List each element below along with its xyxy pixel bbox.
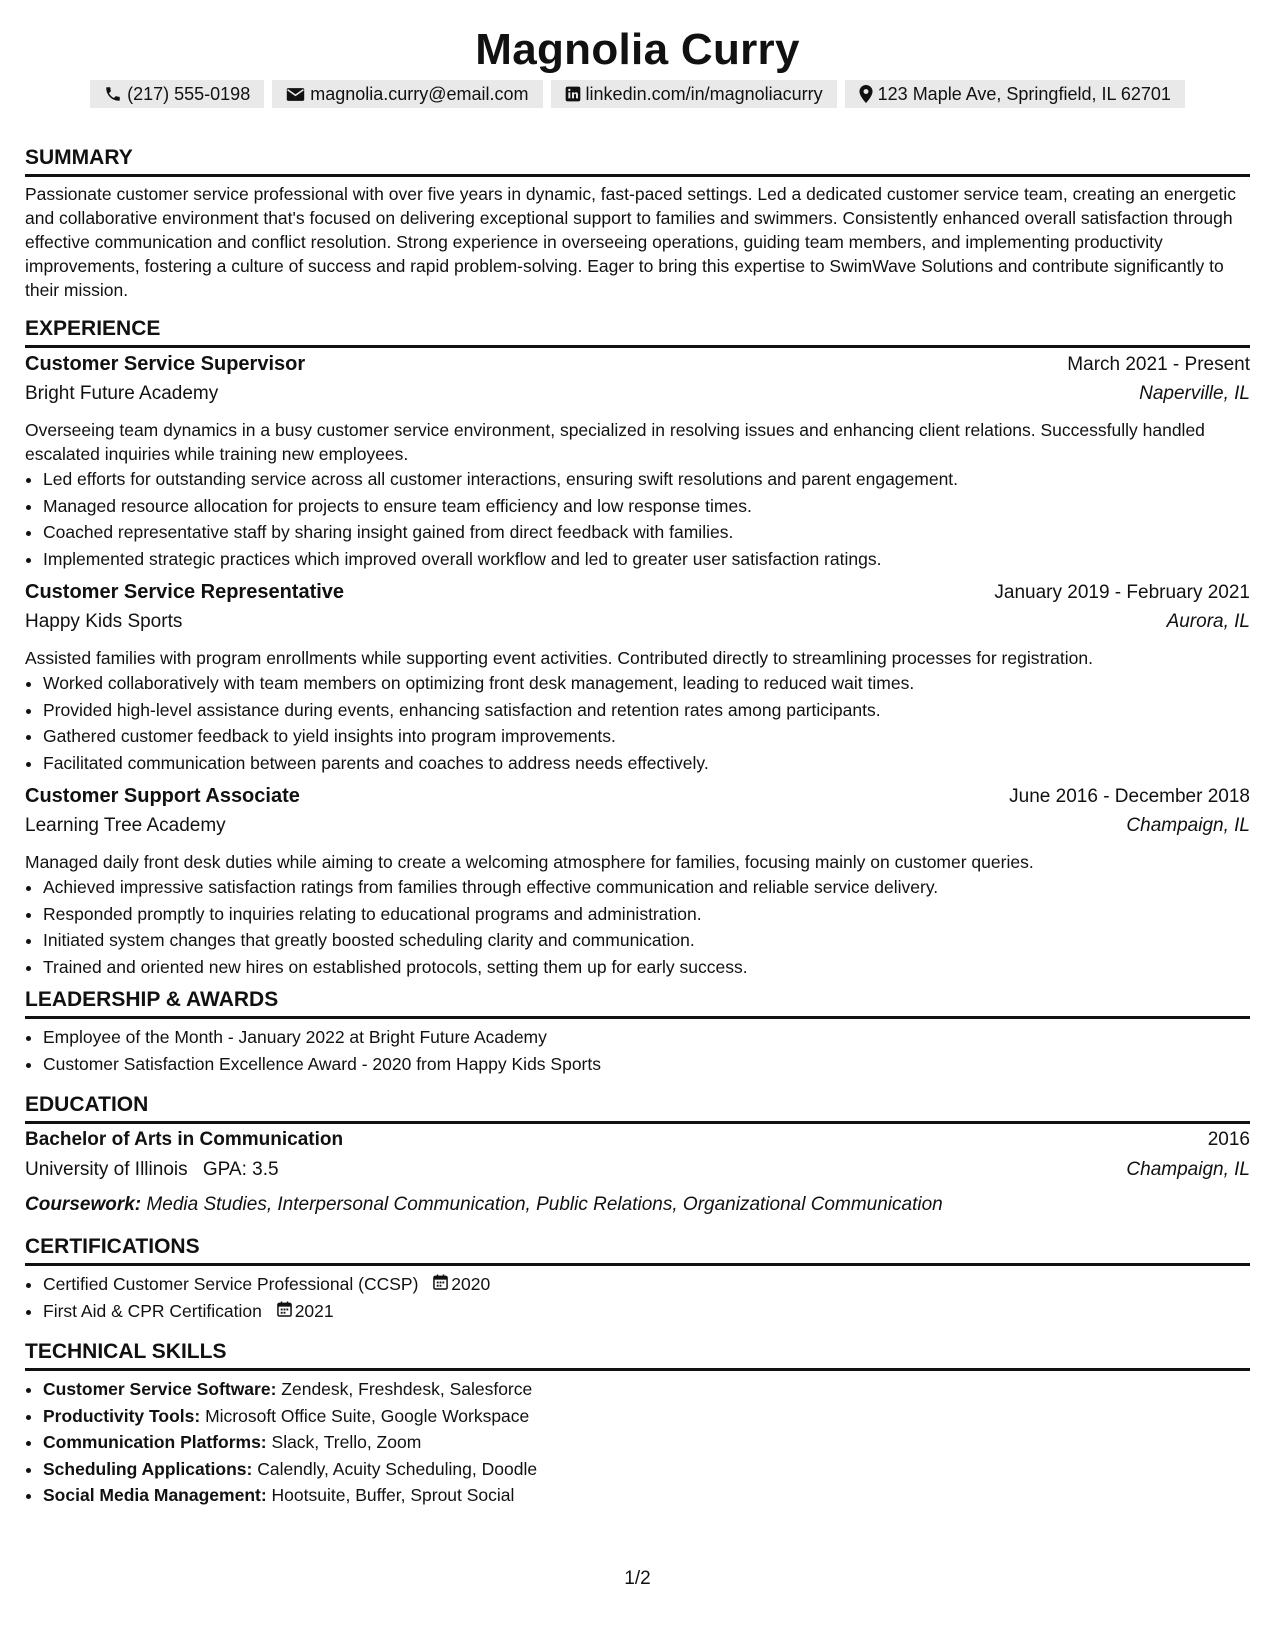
- envelope-icon: [286, 87, 305, 102]
- skills-list: [25, 1376, 1250, 1509]
- contact-email[interactable]: [272, 80, 542, 108]
- certifications-list: [25, 1271, 1250, 1324]
- job-entry: [25, 785, 1250, 980]
- skill-values: Hootsuite, Buffer, Sprout Social: [271, 1485, 515, 1505]
- contact-linkedin-text: linkedin.com/in/magnoliacurry: [585, 84, 823, 104]
- list-item: [43, 1298, 1250, 1325]
- phone-icon: [104, 85, 122, 103]
- linkedin-icon: [565, 86, 581, 102]
- job-dates: March 2021 - Present: [1067, 354, 1250, 375]
- skill-category: Social Media Management:: [43, 1485, 267, 1505]
- skill-values: Calendly, Acuity Scheduling, Doodle: [257, 1458, 538, 1479]
- section-title-experience: EXPERIENCE: [25, 315, 1250, 348]
- leadership-list: [25, 1024, 1250, 1077]
- list-item: • Coached representative staff by sharing insight gained from direct feedback with families.: [43, 519, 1250, 546]
- section-title-summary: SUMMARY: [25, 144, 1250, 177]
- skills-section: [25, 1338, 1250, 1509]
- contact-address-text: 123 Maple Ave, Springfield, IL 62701: [877, 84, 1171, 104]
- job-bullets: [25, 466, 1250, 572]
- skill-category: Customer Service Software:: [43, 1379, 277, 1399]
- experience-section: [25, 315, 1250, 980]
- coursework-label: Coursework:: [25, 1194, 142, 1215]
- job-title: Customer Service Representative: [25, 581, 345, 603]
- list-item: • Worked collaboratively with team members on optimizing front desk management, leading to reduced wait times.: [43, 670, 1250, 697]
- page-number: 1/2: [624, 1568, 651, 1589]
- job-dates: June 2016 - December 2018: [1009, 786, 1250, 807]
- job-location: Naperville, IL: [1139, 383, 1250, 404]
- graduation-year: 2016: [1207, 1129, 1250, 1150]
- job-entry: [25, 353, 1250, 572]
- contact-email-text: magnolia.curry@email.com: [310, 84, 529, 104]
- certification-year: 2020: [451, 1274, 491, 1294]
- calendar-icon: [277, 1298, 292, 1325]
- list-item: • Led efforts for outstanding service across all customer interactions, ensuring swift resolutions and parent engagement.: [43, 466, 1250, 493]
- job-dates: January 2019 - February 2021: [994, 582, 1250, 603]
- certification-name: Certified Customer Service Professional (CCSP): [43, 1274, 419, 1294]
- list-item: [43, 1376, 1250, 1403]
- certification-name: First Aid & CPR Certification: [43, 1300, 262, 1321]
- job-description: Overseeing team dynamics in a busy customer service environment, specialized in resolving issues and enhancing client relations. Successfully handled escalated inquiries while training new employees.: [25, 420, 1205, 464]
- skill-category: Scheduling Applications:: [43, 1458, 253, 1479]
- list-item: • Managed resource allocation for projects to ensure team efficiency and low response times.: [43, 493, 1250, 520]
- job-bullets: [25, 670, 1250, 776]
- list-item: • Customer Satisfaction Excellence Award - 2020 from Happy Kids Sports: [43, 1051, 1250, 1078]
- skill-category: Communication Platforms:: [43, 1432, 267, 1452]
- job-organization: Learning Tree Academy: [25, 815, 226, 836]
- skill-values: Zendesk, Freshdesk, Salesforce: [281, 1379, 533, 1399]
- contact-phone[interactable]: [90, 80, 264, 108]
- coursework-list: Media Studies, Interpersonal Communication, Public Relations, Organizational Communication: [146, 1194, 943, 1215]
- job-location: Champaign, IL: [1126, 815, 1250, 836]
- summary-text: Passionate customer service professional with over five years in dynamic, fast-paced settings. Led a dedicated customer service team, creating an energetic and collaborative environment that's focused on delivering exceptional support to families and swimmers. Consistently enhanced overall satisfaction through effective communication and conflict resolution. Strong experience in overseeing operations, guiding team members, and implementing productivity improvements, fostering a culture of success and rapid problem-solving. Eager to bring this expertise to SwimWave Solutions and contribute significantly to their mission.: [25, 184, 1237, 300]
- section-title-skills: TECHNICAL SKILLS: [25, 1338, 1250, 1371]
- list-item: • Achieved impressive satisfaction ratings from families through effective communication and reliable service delivery.: [43, 874, 1250, 901]
- list-item: • Initiated system changes that greatly boosted scheduling clarity and communication.: [43, 927, 1250, 954]
- contact-phone-text: (217) 555-0198: [127, 84, 251, 104]
- school-location: Champaign, IL: [1126, 1159, 1250, 1180]
- skill-values: Microsoft Office Suite, Google Workspace: [205, 1405, 530, 1426]
- certification-year: 2021: [294, 1300, 334, 1321]
- contact-address: [845, 80, 1185, 108]
- certifications-section: [25, 1233, 1250, 1324]
- job-organization: Bright Future Academy: [25, 383, 219, 404]
- job-description: Assisted families with program enrollments while supporting event activities. Contributed directly to streamlining processes for registration.: [25, 648, 1093, 668]
- list-item: • Gathered customer feedback to yield insights into program improvements.: [43, 723, 1250, 750]
- calendar-icon: [433, 1271, 448, 1298]
- coursework-line: [25, 1189, 1250, 1220]
- contact-bar: [25, 80, 1250, 108]
- degree-title: Bachelor of Arts in Communication: [25, 1129, 344, 1150]
- school-name: University of Illinois: [25, 1159, 188, 1180]
- resume-page: [25, 0, 1250, 1505]
- job-organization: Happy Kids Sports: [25, 611, 183, 632]
- section-title-leadership: LEADERSHIP & AWARDS: [25, 986, 1250, 1019]
- skill-values: Slack, Trello, Zoom: [271, 1432, 422, 1452]
- job-description: Managed daily front desk duties while aiming to create a welcoming atmosphere for families, focusing mainly on customer queries.: [25, 852, 1034, 872]
- contact-linkedin[interactable]: [551, 80, 837, 108]
- list-item: • Provided high-level assistance during events, enhancing satisfaction and retention rates among participants.: [43, 697, 1250, 724]
- list-item: [43, 1482, 1250, 1509]
- leadership-section: [25, 986, 1250, 1077]
- candidate-name: Magnolia Curry: [475, 25, 800, 74]
- gpa: GPA: 3.5: [202, 1159, 279, 1180]
- job-title: Customer Service Supervisor: [25, 353, 306, 375]
- list-item: [43, 1429, 1250, 1456]
- section-title-education: EDUCATION: [25, 1091, 1250, 1124]
- list-item: • Responded promptly to inquiries relating to educational programs and administration.: [43, 901, 1250, 928]
- job-bullets: [25, 874, 1250, 980]
- list-item: [43, 1271, 1250, 1298]
- job-location: Aurora, IL: [1166, 611, 1250, 632]
- list-item: • Employee of the Month - January 2022 at Bright Future Academy: [43, 1024, 1250, 1051]
- list-item: • Implemented strategic practices which improved overall workflow and led to greater user satisfaction ratings.: [43, 546, 1250, 573]
- list-item: • Trained and oriented new hires on established protocols, setting them up for early success.: [43, 954, 1250, 981]
- list-item: [43, 1403, 1250, 1430]
- skill-category: Productivity Tools:: [43, 1405, 201, 1426]
- summary-section: [25, 144, 1250, 302]
- education-section: [25, 1091, 1250, 1220]
- job-entry: [25, 581, 1250, 776]
- list-item: [43, 1456, 1250, 1483]
- job-title: Customer Support Associate: [25, 785, 300, 807]
- list-item: • Facilitated communication between parents and coaches to address needs effectively.: [43, 750, 1250, 777]
- map-pin-icon: [859, 85, 873, 103]
- section-title-certifications: CERTIFICATIONS: [25, 1233, 1250, 1266]
